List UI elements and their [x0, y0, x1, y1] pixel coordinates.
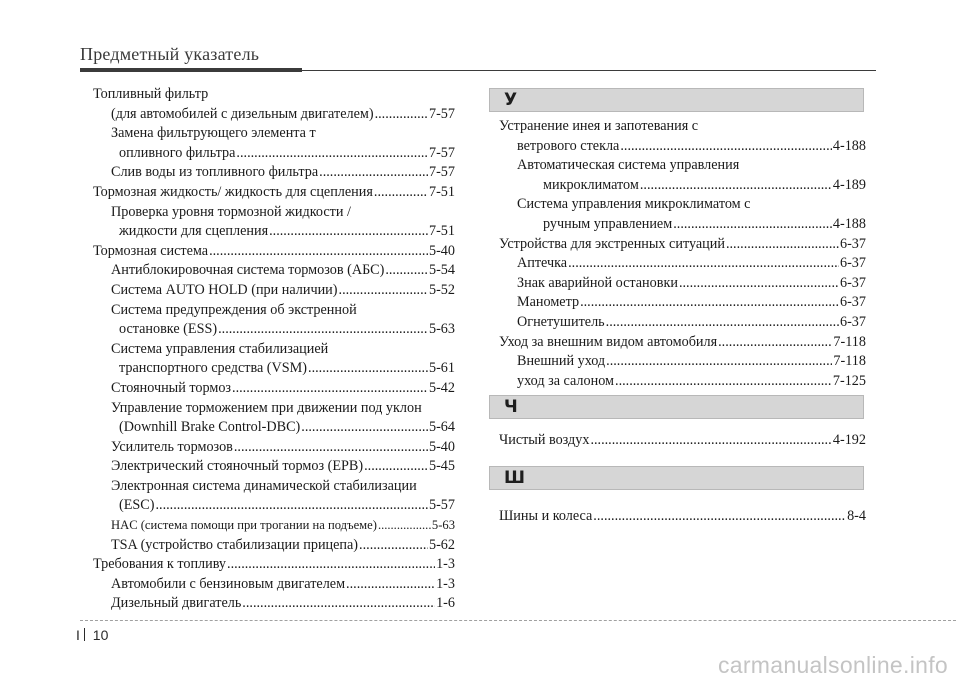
dot-leader: [606, 352, 832, 372]
index-entry-text: Шины и колеса: [499, 508, 593, 524]
footer-section: I: [76, 627, 80, 643]
index-entry-text: ветрового стекла: [517, 137, 620, 154]
index-entry: [499, 117, 866, 137]
watermark: carmanualsonline.info: [717, 652, 948, 678]
index-entry-page: 5-57: [428, 497, 455, 514]
dot-leader: [346, 575, 435, 595]
dot-leader: [364, 457, 428, 477]
dot-leader: [359, 536, 428, 556]
index-entry-text: Стояночный тормоз: [111, 379, 232, 396]
index-entry-text: Проверка уровня тормозной жидкости /: [111, 203, 351, 220]
index-entry-page: 1-3: [436, 575, 455, 592]
index-entry-page: 7-118: [833, 353, 866, 370]
index-entry-page: 4-188: [832, 137, 866, 154]
index-entry-page: 5-64: [428, 419, 455, 436]
dot-leader: [606, 313, 839, 333]
dot-leader: [718, 333, 832, 353]
dot-leader: [234, 438, 428, 458]
dot-leader: [385, 261, 428, 281]
index-entry: [499, 254, 866, 274]
index-entry-text: Система управления стабилизацией: [111, 340, 329, 357]
section-header-sh: [489, 466, 864, 490]
index-entry: [93, 222, 455, 242]
index-entry: [93, 438, 455, 458]
index-entry-text: Аптечка: [517, 255, 568, 272]
index-entry-page: 4-189: [832, 176, 866, 193]
index-entry: [499, 352, 866, 372]
dot-leader: [269, 222, 428, 242]
index-entry: [93, 261, 455, 281]
index-entry: [93, 457, 455, 477]
index-entry-page: 5-52: [428, 281, 455, 298]
dot-leader: [236, 144, 428, 164]
index-entry: [93, 575, 455, 595]
dot-leader: [378, 516, 431, 536]
index-entry: [93, 163, 455, 183]
index-entry: [499, 333, 866, 353]
index-entry-text: HAC (система помощи при трогании на подъеме): [111, 518, 377, 533]
index-entry-text: транспортного средства (VSM): [119, 360, 308, 377]
section-letter: У: [504, 90, 518, 110]
dot-leader: [218, 320, 428, 340]
index-entry-page: 1-6: [436, 595, 455, 612]
index-entry-page: 6-37: [839, 294, 866, 311]
index-entry: [93, 555, 455, 575]
index-entry-text: Усилитель тормозов: [111, 438, 233, 455]
dot-leader: [615, 372, 832, 392]
index-entry-page: 4-188: [832, 215, 866, 232]
dot-leader: [374, 183, 428, 203]
index-entry: [499, 215, 866, 235]
index-entry-text: Электронная система динамической стабилизации: [111, 477, 417, 494]
index-entry: [93, 496, 455, 516]
dot-leader: [227, 555, 435, 575]
footer-separator: [84, 628, 85, 641]
index-entry: [93, 516, 455, 536]
section-letter: Ч: [504, 397, 518, 417]
index-entry-text: (Downhill Brake Control-DBC): [119, 419, 301, 436]
index-entry-text: Требования к топливу: [93, 556, 227, 573]
index-entry: [499, 156, 866, 176]
index-entry: [93, 477, 455, 497]
dot-leader: [726, 235, 839, 255]
index-column-right-sh: [499, 507, 866, 527]
footer-page-number: 10: [92, 627, 109, 643]
index-entry-text: Огнетушитель: [517, 313, 605, 330]
index-entry: [499, 274, 866, 294]
index-entry-text: (ESC): [119, 497, 155, 514]
index-entry-text: (для автомобилей с дизельным двигателем): [111, 105, 374, 122]
dot-leader: [209, 242, 428, 262]
index-entry-text: остановке (ESS): [119, 321, 218, 338]
dot-leader: [232, 379, 428, 399]
index-entry: [93, 281, 455, 301]
index-entry-page: 5-40: [428, 438, 455, 455]
index-entry-text: Уход за внешним видом автомобиля: [499, 333, 718, 350]
index-entry: [93, 379, 455, 399]
dot-leader: [308, 359, 428, 379]
page-title: Предметный указатель: [80, 44, 260, 64]
index-entry: [93, 359, 455, 379]
index-entry-page: 4-192: [832, 432, 866, 448]
index-entry: [93, 418, 455, 438]
dot-leader: [679, 274, 839, 294]
index-entry-text: TSA (устройство стабилизации прицепа): [111, 536, 359, 553]
index-entry-page: 8-4: [847, 508, 866, 524]
index-entry-text: Электрический стояночный тормоз (EPB): [111, 458, 364, 475]
index-entry-page: 7-57: [428, 164, 455, 181]
index-entry: [93, 594, 455, 614]
index-entry-text: Чистый воздух: [499, 432, 590, 448]
index-entry-text: Дизельный двигатель: [111, 595, 242, 612]
index-entry: [93, 144, 455, 164]
index-entry-text: Автоматическая система управления: [517, 157, 740, 174]
index-entry-page: 5-63: [431, 518, 455, 533]
page-number: [76, 627, 108, 643]
index-entry: [499, 195, 866, 215]
section-header-ch: [489, 395, 864, 419]
index-entry: [93, 183, 455, 203]
index-entry: [93, 536, 455, 556]
index-entry-text: Тормозная система: [93, 242, 209, 259]
index-entry: [93, 301, 455, 321]
dot-leader: [640, 176, 832, 196]
index-entry: [93, 203, 455, 223]
dot-leader: [242, 594, 435, 614]
index-entry: [93, 105, 455, 125]
dot-leader: [301, 418, 428, 438]
index-column-right-ch: [499, 431, 866, 451]
index-entry-page: 7-118: [833, 333, 866, 350]
dot-leader: [673, 215, 832, 235]
index-entry: [499, 176, 866, 196]
index-entry-page: 7-125: [832, 372, 866, 389]
index-entry-text: Слив воды из топливного фильтра: [111, 164, 319, 181]
dot-leader: [339, 281, 428, 301]
dot-leader: [568, 254, 839, 274]
dot-leader: [580, 293, 839, 313]
index-entry-page: 6-37: [839, 274, 866, 291]
index-entry: [93, 320, 455, 340]
index-entry-text: Устранение инея и запотевания с: [499, 118, 699, 134]
index-entry: [93, 340, 455, 360]
index-entry: [499, 313, 866, 333]
index-entry-text: Знак аварийной остановки: [517, 274, 678, 291]
index-entry-text: Система AUTO HOLD (при наличии): [111, 281, 338, 298]
index-entry-text: ручным управлением: [543, 215, 673, 232]
index-entry-page: 5-45: [428, 458, 455, 475]
index-entry-page: 5-40: [428, 242, 455, 259]
index-entry-page: 5-62: [428, 536, 455, 553]
index-entry-text: Система предупреждения об экстренной: [111, 301, 357, 318]
index-entry-text: уход за салоном: [517, 372, 615, 389]
index-entry: [93, 124, 455, 144]
index-entry-text: жидкости для сцепления: [119, 223, 269, 240]
index-entry-text: Манометр: [517, 294, 580, 311]
footer-rule: [80, 620, 956, 621]
index-entry-page: 7-57: [428, 105, 455, 122]
index-entry-page: 6-37: [839, 313, 866, 330]
index-entry-text: Тормозная жидкость/ жидкость для сцепления: [93, 183, 373, 200]
index-entry: [93, 399, 455, 419]
index-entry-text: Управление торможением при движении под уклон: [111, 399, 422, 416]
index-entry-page: 6-37: [839, 255, 866, 272]
index-entry-page: 6-37: [839, 235, 866, 252]
index-entry-text: Замена фильтрующего элемента т: [111, 125, 316, 142]
dot-leader: [155, 496, 428, 516]
index-entry-text: Устройства для экстренных ситуаций: [499, 235, 725, 252]
index-entry-page: 7-57: [428, 144, 455, 161]
dot-leader: [620, 137, 832, 157]
index-entry: [93, 85, 455, 105]
index-entry-page: 5-61: [428, 360, 455, 377]
index-entry: [499, 507, 866, 527]
index-entry-text: Топливный фильтр: [93, 86, 209, 102]
index-entry: [93, 242, 455, 262]
index-entry: [499, 235, 866, 255]
index-entry-page: 5-54: [428, 262, 455, 279]
header-rule-thin: [302, 70, 876, 71]
index-column-left: [93, 85, 455, 614]
index-entry-text: опливного фильтра: [119, 144, 236, 161]
index-column-right-u: [499, 117, 866, 391]
index-entry-text: Внешний уход: [517, 353, 606, 370]
dot-leader: [319, 163, 428, 183]
dot-leader: [375, 105, 428, 125]
index-entry: [499, 372, 866, 392]
index-entry-text: микроклиматом: [543, 176, 639, 193]
index-entry-page: 7-51: [428, 183, 455, 200]
dot-leader: [590, 431, 831, 451]
dot-leader: [593, 507, 846, 527]
section-letter: Ш: [504, 468, 526, 488]
index-entry-text: Антиблокировочная система тормозов (АБС): [111, 262, 385, 279]
index-entry: [499, 431, 866, 451]
header-rule-thick: [80, 68, 302, 72]
index-entry: [499, 293, 866, 313]
index-entry: [499, 137, 866, 157]
index-entry-text: Автомобили с бензиновым двигателем: [111, 575, 346, 592]
index-entry-page: 1-3: [436, 556, 455, 573]
index-entry-page: 5-42: [428, 379, 455, 396]
index-entry-page: 7-51: [428, 223, 455, 240]
section-header-u: [489, 88, 864, 112]
index-entry-page: 5-63: [428, 321, 455, 338]
index-entry-text: Система управления микроклиматом с: [517, 196, 751, 213]
